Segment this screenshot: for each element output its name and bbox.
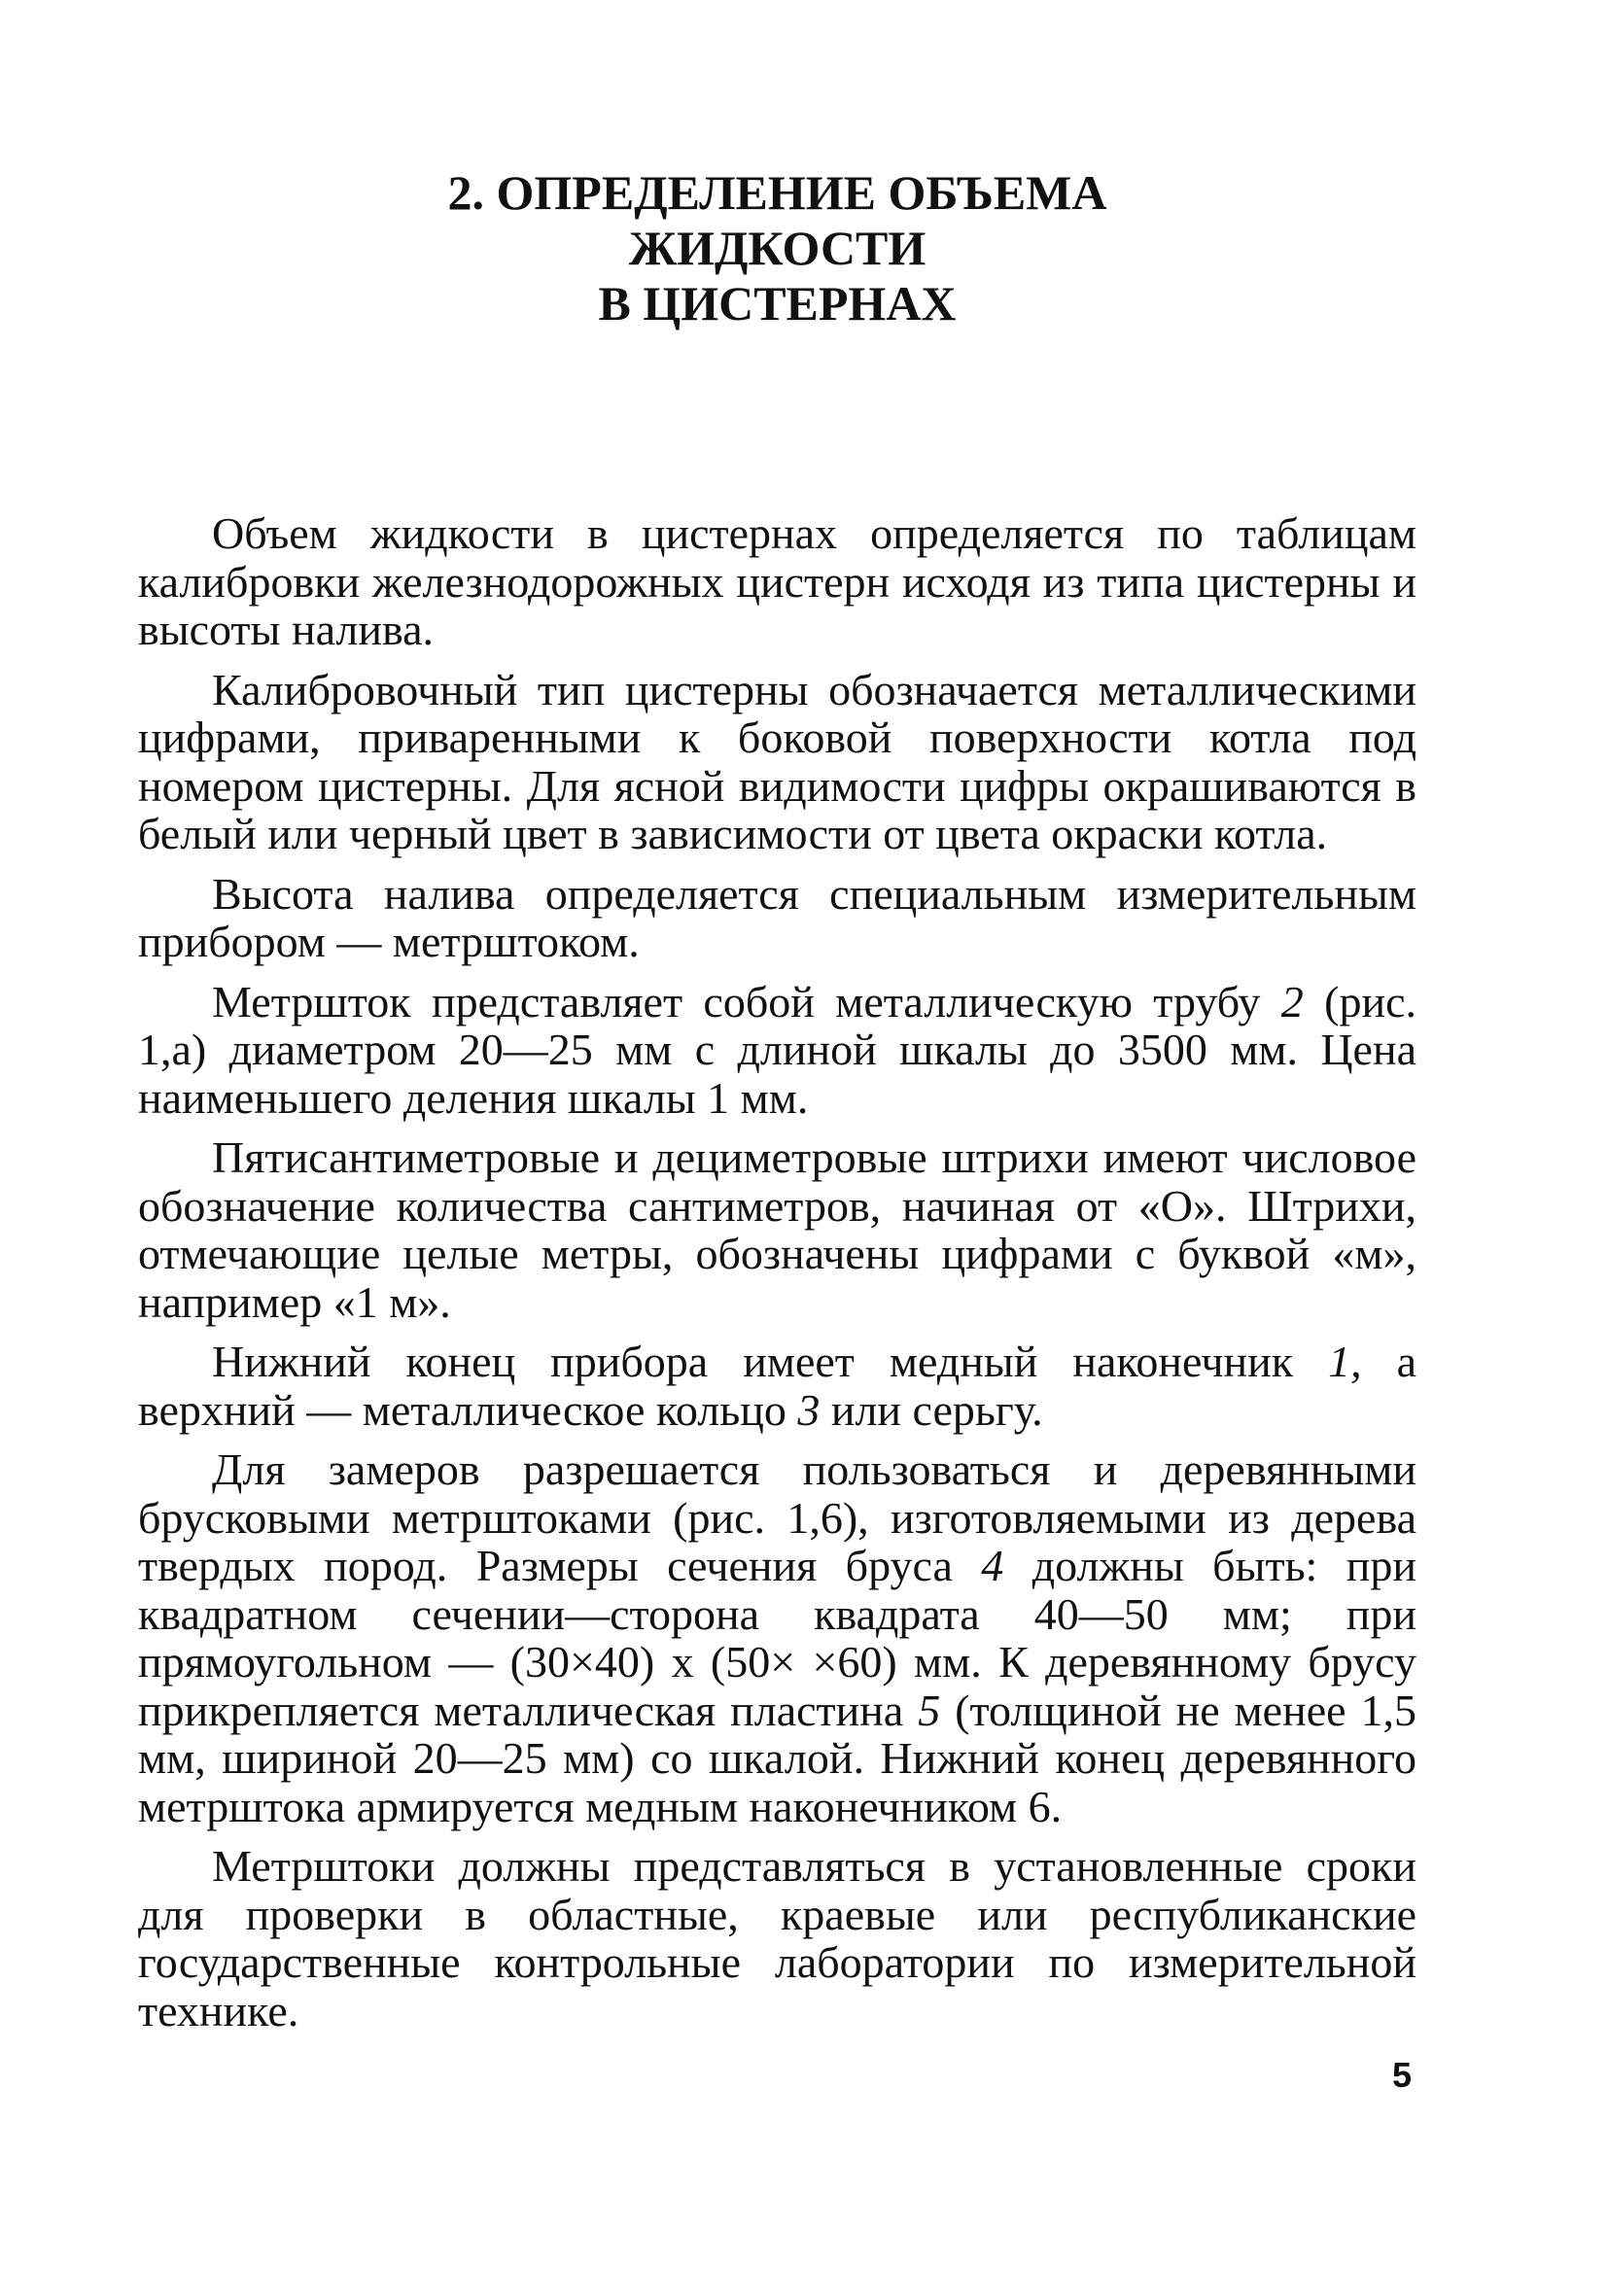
- figure-ref-5: 5: [918, 1685, 941, 1735]
- paragraph-2: Калибровочный тип цистерны обозначается металлическими цифрами, приваренными к боковой поверхности котла под номером цистерны. Для ясной видимости цифры окрашиваются в белый или черный цвет в зависимости от цвета окраски котла.: [138, 664, 1416, 858]
- figure-ref-1: 1,: [1328, 1337, 1362, 1386]
- paragraph-6: [138, 1338, 1416, 1434]
- page-number: 5: [1391, 2055, 1412, 2095]
- paragraph-6-text-a: Нижний конец прибора имеет медный наконечник: [212, 1337, 1329, 1386]
- paragraph-8: Метрштоки должны представляться в установленные сроки для проверки в областные, краевые или республиканские государственные контрольные лаборатории по измерительной технике.: [138, 1841, 1416, 2035]
- figure-ref-3: 3: [797, 1384, 821, 1435]
- section-heading: [138, 165, 1416, 331]
- body-text: [138, 509, 1416, 2035]
- heading-line-1: 2. ОПРЕДЕЛЕНИЕ ОБЪЕМА: [447, 165, 1107, 220]
- paragraph-3: Высота налива определяется специальным измерительным прибором — метрштоком.: [138, 868, 1416, 966]
- heading-line-2: ЖИДКОСТИ: [628, 221, 926, 275]
- figure-ref-4: 4: [981, 1541, 1004, 1590]
- paragraph-7-text-b: должны быть: при квадратном сечении—сторона квадрата 40—50 мм; при прямоугольном — (30×40) х (50× ×60) мм. К деревянному брусу прикрепляется металлическая пластина: [138, 1541, 1416, 1735]
- paragraph-7: [138, 1445, 1416, 1830]
- paragraph-7-text-a: Для замеров разрешается пользоваться и деревянными брусковыми метрштоками (рис. 1,6), изготовляемыми из дерева твердых пород. Размеры сечения бруса: [138, 1444, 1416, 1590]
- paragraph-5: Пятисантиметровые и дециметровые штрихи имеют числовое обозначение количества сантиметров, начиная от «О». Штрихи, отмечающие целые метры, обозначены цифрами с буквой «м», например «1 м».: [138, 1132, 1416, 1327]
- paragraph-4-text-b: (рис. 1,а) диаметром 20—25 мм с длиной шкалы до 3500 мм. Цена наименьшего деления шкалы 1 мм.: [138, 976, 1416, 1123]
- heading-line-3: В ЦИСТЕРНАХ: [598, 276, 957, 330]
- paragraph-4-text-a: Метршток представляет собой металлическую трубу: [212, 976, 1281, 1026]
- paragraph-4: [138, 978, 1416, 1123]
- paragraph-7-text-c: (толщиной не менее 1,5 мм, шириной 20—25 мм) со шкалой. Нижний конец деревянного метрштока армируется медным наконечником 6.: [138, 1685, 1416, 1831]
- figure-ref-2: 2: [1280, 976, 1304, 1026]
- paragraph-1: Объем жидкости в цистернах определяется по таблицам калибровки железнодорожных цистерн исходя из типа цистерны и высоты налива.: [138, 508, 1416, 654]
- paragraph-6-text-c: или серьгу.: [820, 1384, 1043, 1435]
- document-page: [138, 165, 1416, 2046]
- paragraph-6-text-b: а верхний — металлическое кольцо: [138, 1337, 1416, 1435]
